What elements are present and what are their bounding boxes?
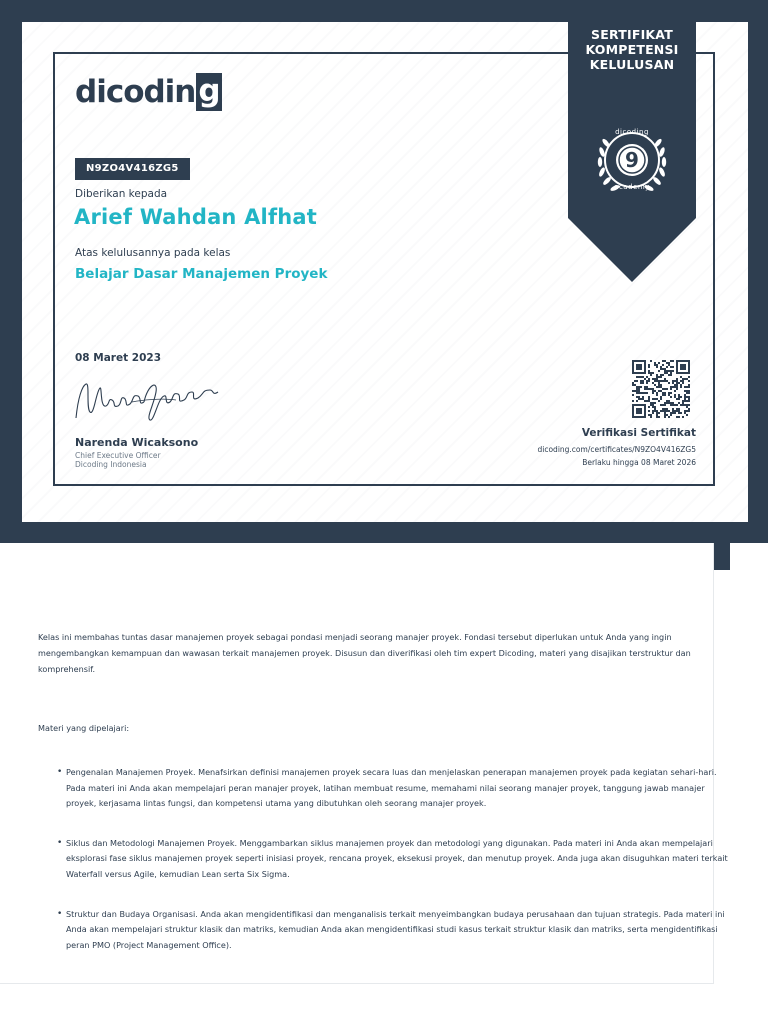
qr-code-icon[interactable] <box>632 360 690 418</box>
ribbon-line-3: KELULUSAN <box>589 57 675 72</box>
materi-item-text: Struktur dan Budaya Organisasi. Anda akan mengidentifikasi dan menganalisis terkait menyeimbangkan budaya perusahaan dan tujuan strategis. Pada materi ini Anda akan mempelajari struktur klasik dan matriks, kemudian Anda akan mengidentifikasi studi kasus terkait struktur klasik dan matriks, serta mengidentifikasi peran PMO (Project Management Office). <box>66 908 725 950</box>
list-item <box>38 836 730 883</box>
materi-label: Materi yang dipelajari: <box>38 723 130 733</box>
bullet-icon: • <box>57 767 63 777</box>
bullet-icon: • <box>57 837 63 848</box>
certificate-date: 08 Maret 2023 <box>75 352 161 364</box>
signature-image <box>72 378 222 424</box>
certificate-id-badge: N9ZO4V416ZG5 <box>75 158 190 180</box>
materi-item-text: Siklus dan Metodologi Manajemen Proyek. Menggambarkan siklus manajemen proyek dan metodologi yang digunakan. Pada materi ini Anda akan mempelajari eksplorasi fase siklus manajemen proyek seperti inisiasi proyek, rencana proyek, eksekusi proyek, dan menutup proyek. Anda juga akan disuguhkan materi terkait Waterfall versus Agile, kemudian Lean serta Six Sigma. <box>66 837 728 879</box>
materi-list <box>38 765 730 977</box>
verify-valid-until: Berlaku hingga 08 Maret 2026 <box>582 458 696 467</box>
list-item <box>38 907 730 954</box>
laurel-wreath-icon <box>584 112 680 208</box>
academy-badge <box>584 112 680 208</box>
logo-box-letter: g <box>198 73 220 109</box>
scroll-tab <box>713 543 730 570</box>
signer-role: Chief Executive Officer <box>75 451 161 460</box>
verify-url[interactable]: dicoding.com/certificates/N9ZO4V416ZG5 <box>537 445 696 454</box>
ribbon-title <box>568 27 696 72</box>
badge-bottom-text: academy <box>614 183 650 191</box>
bottom-divider <box>0 983 714 984</box>
list-item <box>38 765 730 812</box>
course-name: Belajar Dasar Manajemen Proyek <box>75 266 328 282</box>
recipient-name: Arief Wahdan Alfhat <box>74 205 318 229</box>
verify-title[interactable]: Verifikasi Sertifikat <box>581 427 696 439</box>
course-description <box>38 629 728 677</box>
signer-organization: Dicoding Indonesia <box>75 460 147 469</box>
given-to-label: Diberikan kepada <box>75 188 168 200</box>
ribbon-line-1: SERTIFIKAT <box>591 27 673 42</box>
badge-top-text: dicoding <box>615 128 649 136</box>
completion-label: Atas kelulusannya pada kelas <box>75 247 231 259</box>
materi-item-text: Pengenalan Manajemen Proyek. Menafsirkan definisi manajemen proyek secara luas dan menjelaskan penerapan manajemen proyek pada kegiatan sehari-hari. Pada materi ini Anda akan mempelajari peran manajer proyek, latihan membuat resume, memahami nilai seorang manajer proyek, tanggung jawab manajer proyek, kerjasama lintas fungsi, dan kompetensi utama yang dibutuhkan oleh seorang manajer proyek. <box>66 767 717 809</box>
badge-number: 9 <box>625 148 639 172</box>
signer-name: Narenda Wicaksono <box>75 436 199 449</box>
bullet-icon: • <box>57 908 63 919</box>
ribbon-line-2: KOMPETENSI <box>585 42 679 57</box>
logo-text: dicodin <box>75 74 196 110</box>
description-intro: Kelas ini membahas tuntas dasar manajemen proyek sebagai pondasi menjadi seorang manajer proyek. Fondasi tersebut diperlukan untuk Anda yang ingin mengembangkan kemampuan dan wawasan terkait manajemen proyek. Disusun dan diverifikasi oleh tim expert Dicoding, materi yang disajikan terstruktur dan komprehensif. <box>38 632 691 674</box>
dicoding-logo <box>75 72 222 112</box>
